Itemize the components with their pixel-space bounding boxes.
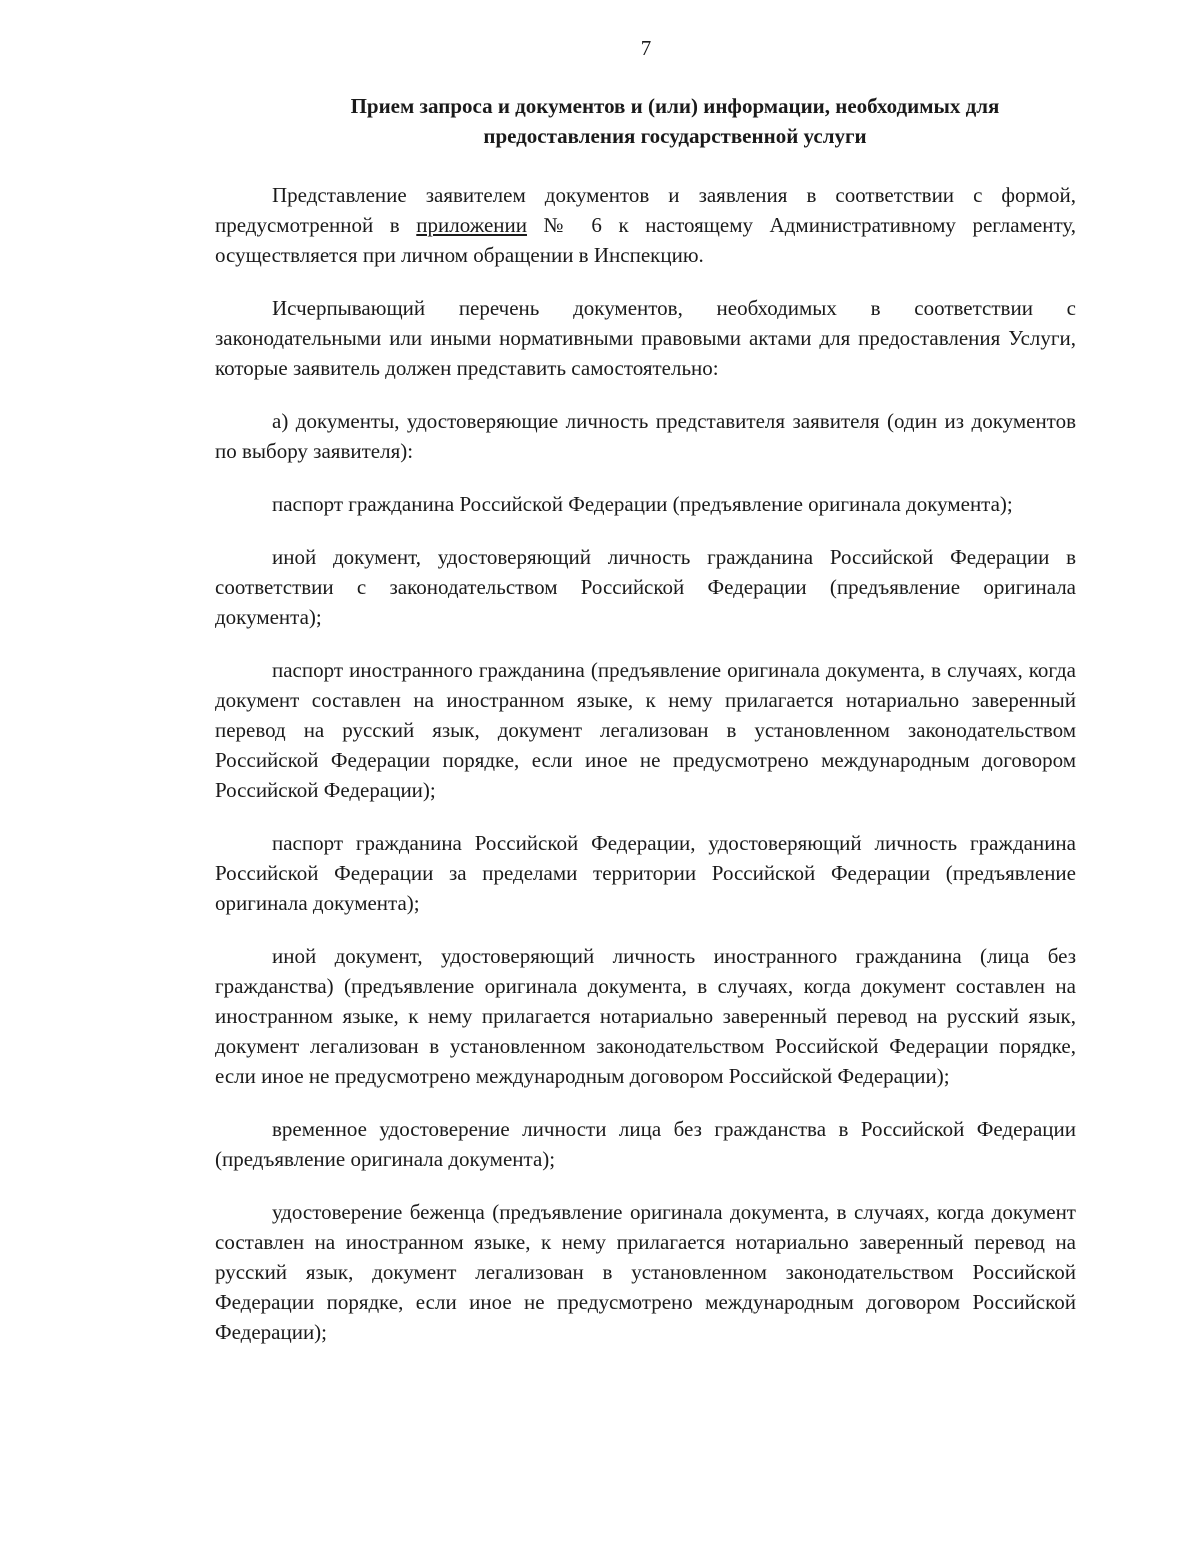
section-heading: [320, 91, 1030, 151]
section-heading-line-2: предоставления государственной услуги: [483, 124, 867, 148]
paragraph-refugee-certificate: удостоверение беженца (предъявление оригинала документа, в случаях, когда документ составлен на иностранном языке, к нему прилагается нотариально заверенный перевод на русский язык, документ легализован в установленном законодательством Российской Федерации порядке, если иное не предусмотрено международным договором Российской Федерации);: [215, 1200, 1076, 1344]
section-heading-line-1: Прием запроса и документов и (или) информации, необходимых для: [350, 94, 1000, 118]
page-number: 7: [640, 36, 652, 60]
paragraph-other-russian-id: иной документ, удостоверяющий личность гражданина Российской Федерации в соответствии с законодательством Российской Федерации (предъявление оригинала документа);: [215, 545, 1076, 629]
paragraph-submission: [215, 180, 1076, 270]
paragraph-document-list: Исчерпывающий перечень документов, необходимых в соответствии с законодательными или иными нормативными правовыми актами для предоставления Услуги, которые заявитель должен представить самостоятельно:: [215, 296, 1076, 380]
paragraph-submission-text-end: № 6 к настоящему Административному регламенту, осуществляется при личном обращении в Инспекцию.: [215, 213, 1077, 267]
paragraph-international-passport: паспорт гражданина Российской Федерации, удостоверяющий личность гражданина Российской Федерации за пределами территории Российской Федерации (предъявление оригинала документа);: [215, 831, 1076, 915]
body-text: [215, 180, 1076, 1370]
paragraph-submission-text-start: Представление заявителем документов и заявления в соответствии с формой, предусмотренной в: [215, 183, 1076, 237]
paragraph-russian-passport: паспорт гражданина Российской Федерации (предъявление оригинала документа);: [272, 492, 1013, 516]
paragraph-item-a: а) документы, удостоверяющие личность представителя заявителя (один из документов по выбору заявителя):: [215, 409, 1076, 463]
paragraph-foreign-passport: паспорт иностранного гражданина (предъявление оригинала документа, в случаях, когда документ составлен на иностранном языке, к нему прилагается нотариально заверенный перевод на русский язык, документ легализован в установленном законодательством Российской Федерации порядке, если иное не предусмотрено международным договором Российской Федерации);: [215, 658, 1076, 802]
appendix-link[interactable]: приложении: [416, 213, 527, 237]
paragraph-temporary-id: временное удостоверение личности лица без гражданства в Российской Федерации (предъявление оригинала документа);: [215, 1117, 1076, 1171]
paragraph-other-foreign-id: иной документ, удостоверяющий личность иностранного гражданина (лица без гражданства) (предъявление оригинала документа, в случаях, когда документ составлен на иностранном языке, к нему прилагается нотариально заверенный перевод на русский язык, документ легализован в установленном законодательством Российской Федерации порядке, если иное не предусмотрено международным договором Российской Федерации);: [215, 944, 1076, 1088]
